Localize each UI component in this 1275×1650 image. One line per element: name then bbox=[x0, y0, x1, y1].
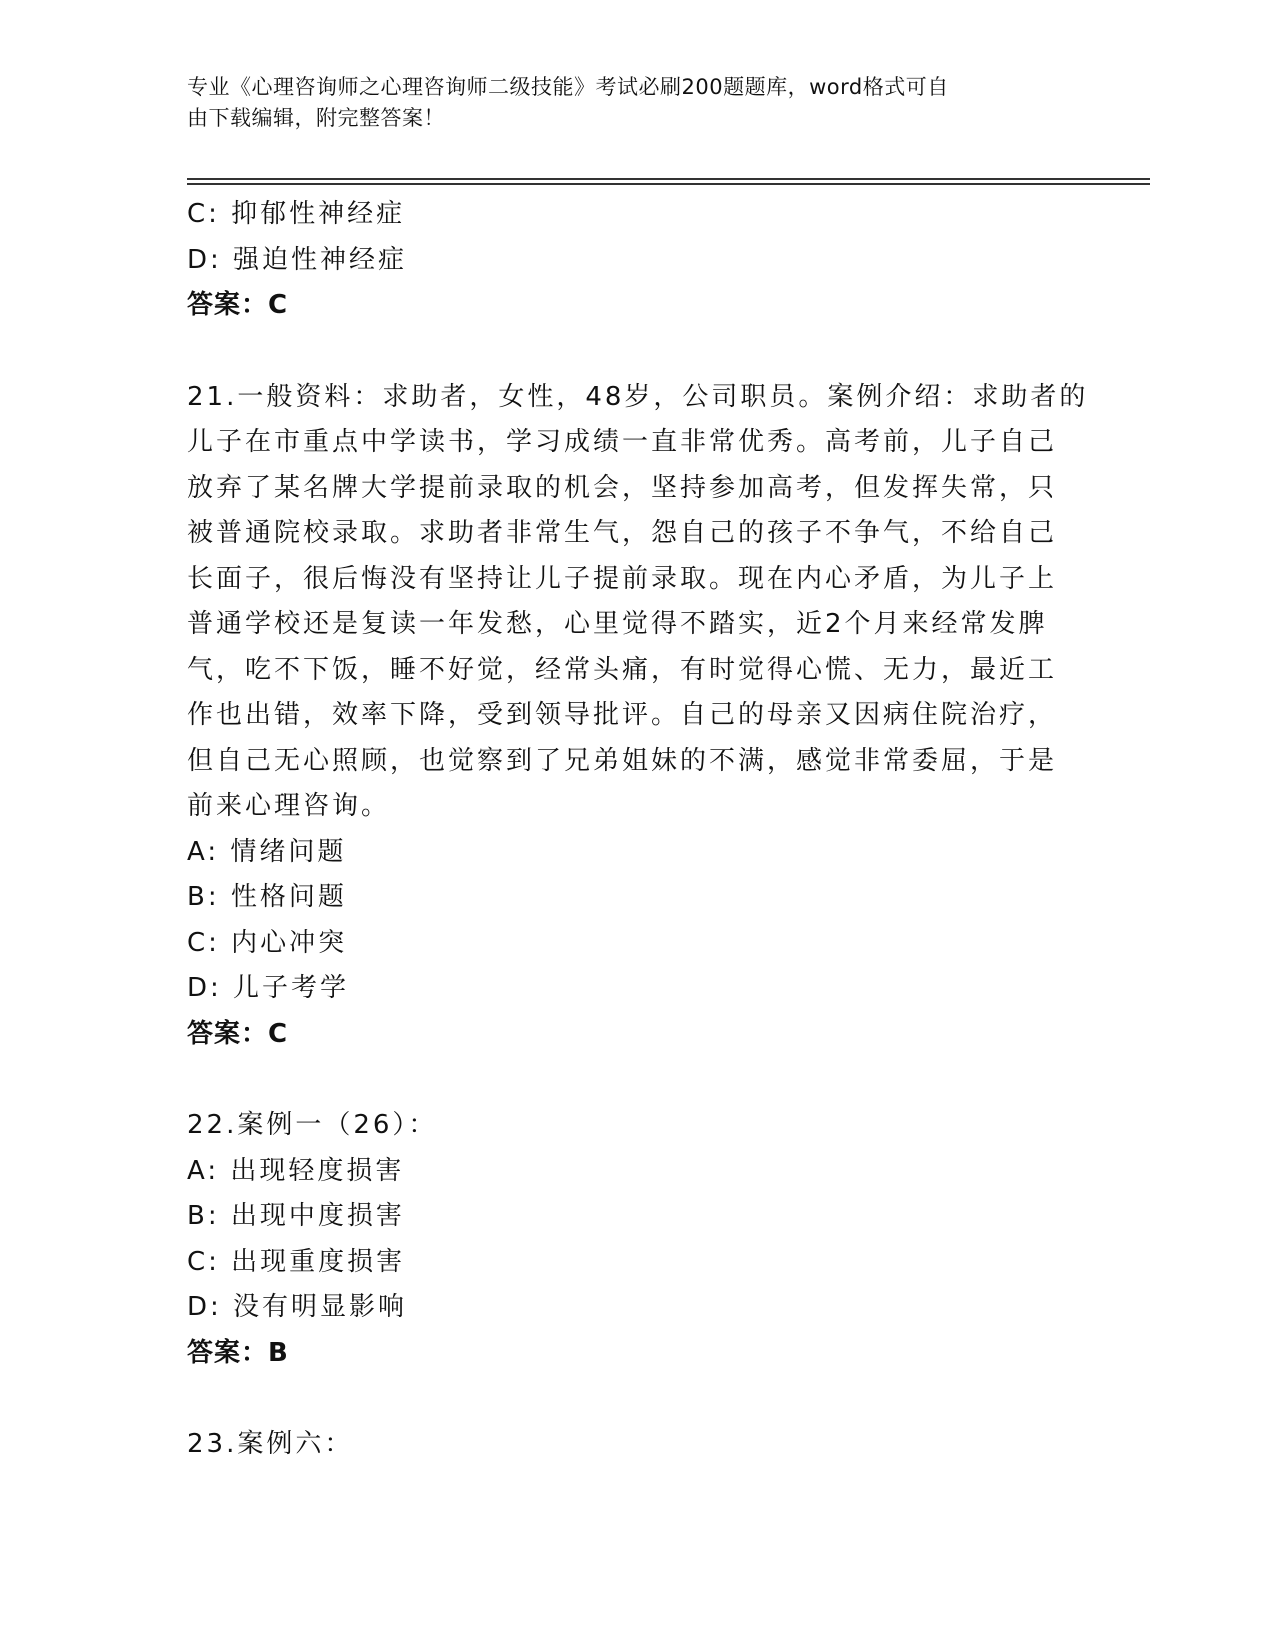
question-stem-line: 普通学校还是复读一年发愁，心里觉得不踏实，近2个月来经常发脾 bbox=[187, 609, 1048, 639]
question-stem-line: 被普通院校录取。求助者非常生气，怨自己的孩子不争气，不给自己 bbox=[187, 518, 1058, 548]
question-stem-line: 但自己无心照顾，也觉察到了兄弟姐妹的不满，感觉非常委屈，于是 bbox=[187, 745, 1058, 776]
question-stem-line: 儿子在市重点中学读书，学习成绩一直非常优秀。高考前，儿子自己 bbox=[187, 427, 1058, 457]
option-c: C: 出现重度损害 bbox=[187, 1246, 406, 1277]
question-stem-line: 作也出错，效率下降，受到领导批评。自己的母亲又因病住院治疗， bbox=[187, 700, 1058, 730]
header-line-2: 由下载编辑，附完整答案！ bbox=[187, 106, 445, 130]
question-stem-line: 21.一般资料：求助者，女性，48岁，公司职员。案例介绍：求助者的 bbox=[187, 381, 1089, 412]
spacer bbox=[187, 329, 1087, 375]
answer: 答案：B bbox=[187, 1337, 289, 1368]
question-23 bbox=[187, 1422, 1087, 1468]
question-content bbox=[187, 192, 1087, 1468]
question-stem: 22.案例一（26）： bbox=[187, 1110, 438, 1140]
question-stem-line: 前来心理咨询。 bbox=[187, 791, 391, 821]
option-d: D: 没有明显影响 bbox=[187, 1292, 408, 1322]
option-b: B: 出现中度损害 bbox=[187, 1201, 405, 1231]
question-22 bbox=[187, 1103, 1087, 1376]
header-divider-top bbox=[187, 178, 1150, 180]
option-a: A: 出现轻度损害 bbox=[187, 1155, 405, 1186]
answer: 答案：C bbox=[187, 1018, 289, 1049]
question-stem: 23.案例六： bbox=[187, 1429, 354, 1459]
spacer bbox=[187, 1376, 1087, 1422]
document-header bbox=[187, 72, 1077, 134]
header-line-1: 专业《心理咨询师之心理咨询师二级技能》考试必刷200题题库，word格式可自 bbox=[187, 75, 949, 99]
option-c: C: 内心冲突 bbox=[187, 927, 348, 958]
spacer bbox=[187, 1057, 1087, 1103]
option-d: D: 儿子考学 bbox=[187, 973, 350, 1003]
question-stem-line: 长面子，很后悔没有坚持让儿子提前录取。现在内心矛盾，为儿子上 bbox=[187, 563, 1058, 594]
header-divider-bottom bbox=[187, 183, 1150, 185]
question-stem-line: 放弃了某名牌大学提前录取的机会，坚持参加高考，但发挥失常，只 bbox=[187, 472, 1058, 503]
question-21 bbox=[187, 375, 1087, 1058]
option-b: B: 性格问题 bbox=[187, 882, 347, 912]
answer: 答案：C bbox=[187, 290, 289, 320]
question-stem-line: 气，吃不下饭，睡不好觉，经常头痛，有时觉得心慌、无力，最近工 bbox=[187, 654, 1058, 685]
option-c: C: 抑郁性神经症 bbox=[187, 199, 406, 229]
prev-question bbox=[187, 192, 1087, 329]
option-d: D: 强迫性神经症 bbox=[187, 244, 408, 275]
option-a: A: 情绪问题 bbox=[187, 836, 347, 867]
